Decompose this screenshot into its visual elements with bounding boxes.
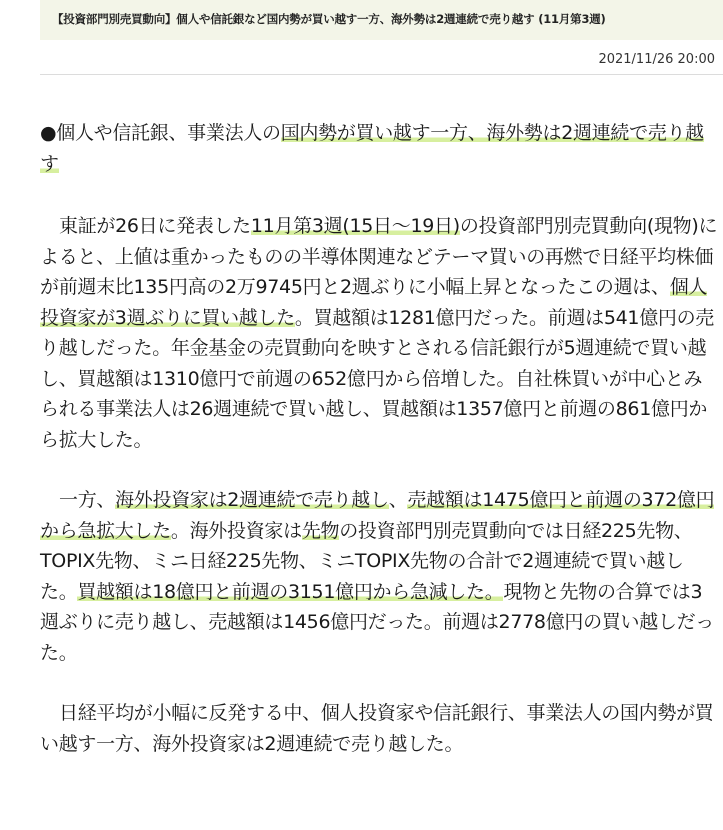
article-header bbox=[40, 0, 723, 40]
p1-text-3: 。買越額は1281億円だった。前週は541億円の売り越しだった。年金基金の売買動向を映すとされる信託銀行が5週連続で買い越し、買越額は1310億円で前週の652億円から倍増した。自社株買いが中心とみられる事業法人は26週連続で買い越し、買越額は1357億円と前週の861億円から拡大した。 bbox=[40, 306, 715, 451]
p2-text-3: 。海外投資家は bbox=[170, 519, 302, 542]
p1-text-1: 東証が26日に発表した bbox=[59, 215, 251, 237]
p2-text-4: の投資部門別売買動向では日経225先物、TOPIX先物、ミニ日経225先物、ミニTOPIX先物の合計で2週連続で買い越した。 bbox=[40, 519, 693, 603]
paragraph-3: 日経平均が小幅に反発する中、個人投資家や信託銀行、事業法人の国内勢が買い越す一方、海外投資家は2週連続で売り越した。 bbox=[40, 702, 714, 755]
article-title: 【投資部門別売買動向】個人や信託銀など国内勢が買い越す一方、海外勢は2週連続で売り越す (11月第3週) bbox=[52, 12, 606, 26]
lead-paragraph bbox=[40, 118, 720, 179]
paragraph-2 bbox=[40, 485, 720, 668]
publish-date: 2021/11/26 20:00 bbox=[598, 52, 715, 67]
p2-text-5: 現物と先物の合算では3週ぶりに売り越し、売越額は1456億円だった。前週は2778億円の買い越しだった。 bbox=[40, 580, 715, 664]
article-body bbox=[40, 118, 720, 789]
p1-highlight-2: 個人投資家が3週ぶりに買い越した bbox=[40, 276, 708, 329]
lead-text: ●個人や信託銀、事業法人の bbox=[40, 122, 281, 144]
p2-highlight-1: 海外投資家は2週連続で売り越し bbox=[115, 489, 389, 511]
paragraph-1 bbox=[40, 211, 720, 455]
p2-highlight-2: 売越額は1475億円と前週の372億円から急拡大した bbox=[40, 489, 715, 542]
p2-text-2: 、 bbox=[388, 489, 408, 511]
p1-highlight-1: 11月第3週(15日〜19日) bbox=[250, 215, 460, 237]
p2-highlight-3: 先物 bbox=[301, 519, 340, 542]
lead-highlight: 国内勢が買い越す一方、海外勢は2週連続で売り越す bbox=[40, 122, 704, 175]
p1-text-2: の投資部門別売買動向(現物)によると、上値は重かったものの半導体関連などテーマ買いの再燃で日経平均株価が前週末比135円高の2万9745円と2週ぶりに小幅上昇となったこの週は、 bbox=[40, 215, 718, 298]
divider bbox=[40, 74, 723, 75]
p2-highlight-4: 買越額は18億円と前週の3151億円から急減した。 bbox=[77, 580, 504, 603]
p2-text-1: 一方、 bbox=[59, 489, 116, 511]
